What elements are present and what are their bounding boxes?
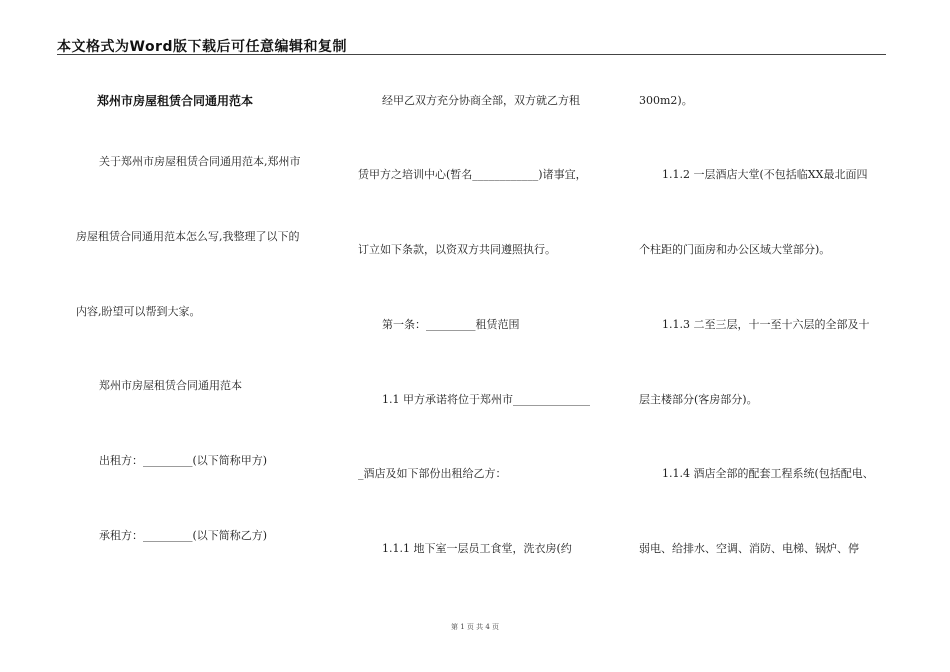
text-line: 1.1 甲方承诺将位于郑州市______________: [382, 393, 590, 406]
text-line: 郑州市房屋租赁合同通用范本: [99, 379, 242, 392]
text-line: 出租方：_________(以下简称甲方): [99, 454, 268, 467]
text-line: 关于郑州市房屋租赁合同通用范本,郑州市: [99, 155, 301, 168]
text-line: 经甲乙双方充分协商全部，双方就乙方租: [382, 94, 580, 107]
document-header: 本文格式为Word版下载后可任意编辑和复制: [57, 39, 347, 55]
text-line: 房屋租赁合同通用范本怎么写,我整理了以下的: [76, 230, 300, 243]
page-footer: 第 1 页 共 4 页: [450, 623, 500, 631]
header-rule: [57, 54, 886, 55]
text-line: 个柱距的门面房和办公区域大堂部分)。: [639, 243, 831, 256]
text-line: 层主楼部分(客房部分)。: [639, 393, 758, 406]
text-line: 1.1.1 地下室一层员工食堂，洗衣房(约: [382, 542, 572, 555]
text-line: 承租方：_________(以下简称乙方): [99, 529, 268, 542]
text-line: _酒店及如下部份出租给乙方：: [358, 467, 507, 480]
text-line: 1.1.3 二至三层，十一至十六层的全部及十: [662, 318, 870, 331]
text-line: 第一条：_________租赁范围: [382, 318, 520, 331]
text-line: 订立如下条款，以资双方共同遵照执行。: [358, 243, 556, 256]
text-line: 1.1.4 酒店全部的配套工程系统(包括配电、: [662, 467, 874, 480]
text-line: 1.1.2 一层酒店大堂(不包括临XX最北面四: [662, 168, 868, 181]
document-title: 郑州市房屋租赁合同通用范本: [97, 94, 254, 108]
text-line: 弱电、给排水、空调、消防、电梯、锅炉、停: [639, 542, 859, 555]
text-line: 300m2)。: [639, 94, 693, 107]
text-line: 赁甲方之培训中心(暂名____________)诸事宜，: [358, 168, 587, 181]
text-line: 内容,盼望可以帮到大家。: [76, 305, 201, 318]
